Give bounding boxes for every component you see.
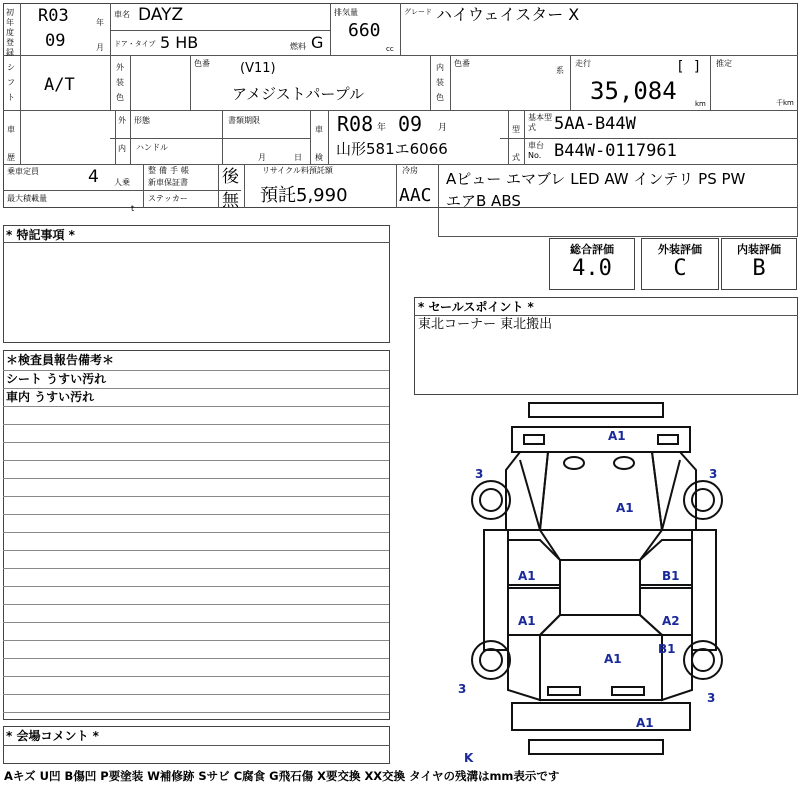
base-model-label: 基本型式 — [528, 113, 552, 132]
door-type-label: ドア・タイプ — [114, 40, 156, 48]
chassis-label: 車台No. — [528, 141, 544, 160]
mark-right-rear-door: A2 — [662, 614, 680, 628]
displacement: 660 — [348, 20, 381, 41]
inspection-month: 09 — [398, 112, 423, 136]
int-color-suffix: 系 — [556, 66, 564, 75]
mark-rl-tire: 3 — [458, 682, 467, 696]
ruled-line — [3, 460, 389, 461]
doc-month: 月 — [258, 153, 266, 162]
ruled-line — [3, 640, 389, 641]
overall-grade-box — [549, 238, 635, 290]
mark-front-bumper: A1 — [608, 429, 626, 443]
model: 5AA-B44W — [554, 114, 636, 134]
sticker-label: ステッカー — [148, 194, 188, 203]
inspection-label: 車検 — [315, 125, 323, 162]
mileage-bracket: [ ] — [676, 59, 702, 75]
color-code-label: 色番 — [194, 59, 210, 68]
chassis-number: B44W-0117961 — [554, 141, 677, 161]
fuel-label: 燃料 — [290, 42, 306, 51]
ruled-line — [3, 604, 389, 605]
mark-rr-tire: 3 — [707, 691, 716, 705]
mark-roof: A1 — [604, 652, 622, 666]
cooler: AAC — [399, 185, 432, 206]
ruled-line — [3, 658, 389, 659]
overall-grade-value: 4.0 — [572, 256, 612, 281]
ruled-line — [3, 532, 389, 533]
maint-label: 整備手帳 — [148, 166, 192, 175]
mileage: 35,084 — [590, 77, 677, 105]
ruled-line — [3, 550, 389, 551]
mark-rear-bumper: A1 — [636, 716, 654, 730]
car-name-label: 車名 — [114, 10, 130, 19]
inspection-month-unit: 月 — [438, 123, 448, 133]
interior-grade-label: 内装評価 — [737, 243, 781, 256]
grade-label: グレード — [404, 8, 432, 16]
doc-label: 書類期限 — [228, 116, 260, 125]
mark-rear-k: K — [464, 751, 474, 765]
capacity: 4 — [88, 167, 99, 187]
ruled-line — [3, 586, 389, 587]
ruled-line — [3, 442, 389, 443]
displacement-unit: cc — [386, 45, 394, 53]
fuel: G — [311, 33, 324, 52]
sales-point-title: * セールスポイント * — [418, 300, 534, 314]
first-reg-year: R03 — [38, 6, 69, 26]
recycle-amount: 預託5,990 — [260, 185, 348, 206]
warranty-label: 新車保証書 — [148, 178, 188, 187]
interior-grade-value: B — [752, 256, 766, 281]
shift: A/T — [44, 75, 75, 95]
capacity-label: 乗車定員 — [7, 167, 39, 176]
inspector-notes-title: ＊検査員報告備考＊ — [6, 353, 115, 367]
ruled-line — [3, 406, 389, 407]
inspection-year-unit: 年 — [377, 123, 387, 133]
interior-grade-box — [721, 238, 797, 290]
cooler-label: 冷房 — [402, 166, 418, 175]
int-color-label: 内装色 — [436, 63, 444, 102]
handle-label: ハンドル — [136, 143, 168, 152]
car-name: DAYZ — [138, 5, 184, 25]
mark-left-front-door: A1 — [518, 569, 536, 583]
inspector-note-1: シート うすい汚れ — [6, 372, 107, 386]
mileage-unit: km — [695, 100, 706, 108]
exterior-grade-box — [641, 238, 719, 290]
ext-color-label: 外装色 — [116, 63, 124, 102]
exterior-grade-label: 外装評価 — [658, 243, 702, 256]
ruled-line — [3, 694, 389, 695]
damage-legend: Aキズ U凹 B傷凹 P要塗装 W補修跡 Sサビ C腐食 G飛石傷 X要交換 XX交換 タイヤの残溝はmm表示です — [4, 769, 560, 783]
ruled-line — [3, 478, 389, 479]
exterior-grade-value: C — [673, 256, 687, 281]
shift-label: シフト — [7, 63, 15, 102]
ruled-line — [3, 712, 389, 713]
overall-grade-label: 総合評価 — [570, 243, 614, 256]
first-reg-month: 09 — [45, 31, 66, 51]
ruled-line — [3, 622, 389, 623]
ruled-line — [3, 676, 389, 677]
plate-number: 山形581エ6066 — [336, 140, 448, 158]
inspector-note-2: 車内 うすい汚れ — [6, 390, 95, 404]
history-label: 車歴 — [7, 125, 15, 162]
door-type: 5 HB — [160, 33, 199, 52]
equipment-line-2: エアB ABS — [446, 192, 521, 210]
sales-point-text: 東北コーナー 東北搬出 — [418, 317, 553, 332]
row3-int-label: 内 — [118, 144, 126, 153]
car-damage-diagram — [460, 398, 740, 768]
max-load-label: 最大積載量 — [7, 194, 47, 203]
year-unit: 年 — [96, 18, 104, 27]
estimated-label: 推定 — [716, 59, 732, 68]
recycle-label: リサイクル料預託額 — [262, 166, 333, 175]
mark-right-rear-fender: B1 — [658, 642, 676, 656]
mileage-label: 走行 — [575, 59, 591, 68]
doc-day: 日 — [294, 153, 302, 162]
estimated-unit: 千km — [776, 99, 794, 107]
ruled-line — [3, 568, 389, 569]
special-notes-title: * 特記事項 * — [6, 228, 75, 242]
mark-right-front-door: B1 — [662, 569, 680, 583]
mark-fl-tire: 3 — [475, 467, 484, 481]
mark-left-rear-door: A1 — [518, 614, 536, 628]
displacement-label: 排気量 — [334, 8, 358, 17]
first-reg-label: 初年度登録 — [6, 8, 14, 57]
ruled-line — [3, 496, 389, 497]
venue-comment-title: * 会場コメント * — [6, 729, 99, 743]
ruled-line — [3, 424, 389, 425]
inspection-year: R08 — [337, 112, 374, 136]
model-label: 型式 — [512, 125, 520, 162]
mark-hood: A1 — [616, 501, 634, 515]
grade: ハイウェイスター X — [436, 5, 580, 24]
row3-ext-label: 外 — [118, 116, 126, 125]
sticker-value: 無 — [222, 191, 239, 211]
capacity-unit: 人乗 — [114, 178, 130, 187]
color-code: (V11) — [240, 61, 276, 76]
mark-fr-tire: 3 — [709, 467, 718, 481]
color-name: アメジストパープル — [232, 85, 365, 103]
equipment-line-1: Aピュー エマブレ LED AW インテリ PS PW — [446, 170, 746, 188]
int-color-code-label: 色番 — [454, 59, 470, 68]
max-load-unit: t — [131, 204, 135, 213]
maint-value: 後 — [222, 167, 239, 187]
month-unit: 月 — [96, 43, 104, 52]
ruled-line — [3, 514, 389, 515]
form-label: 形態 — [134, 116, 150, 125]
